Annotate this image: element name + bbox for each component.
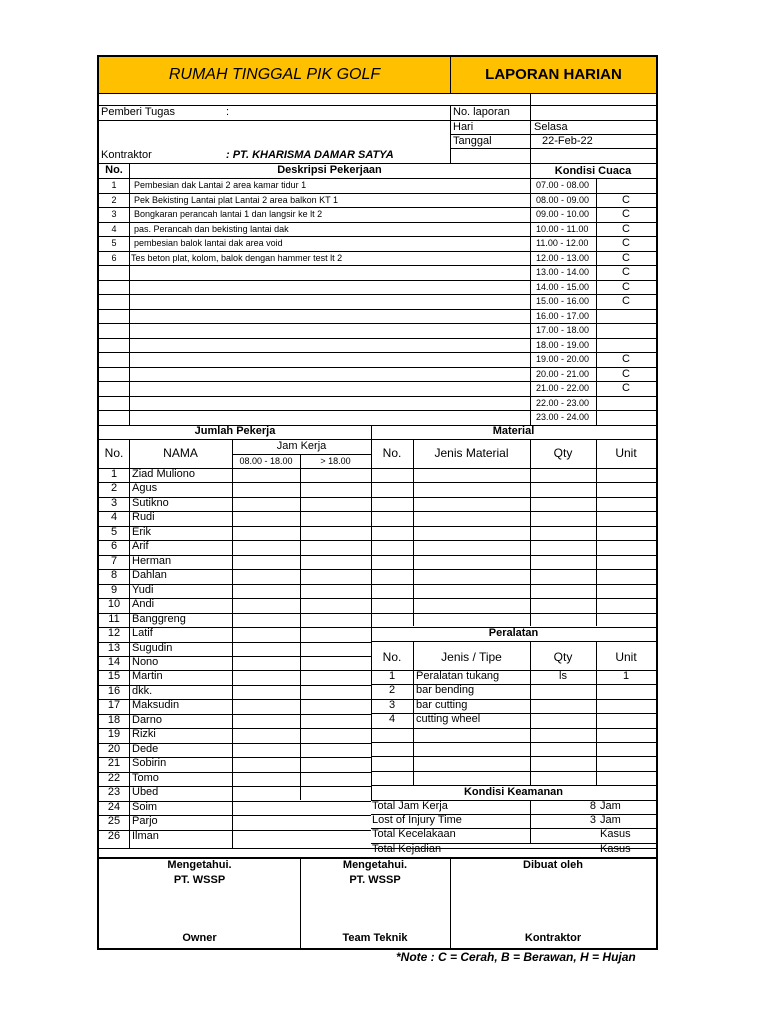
keamanan-value: 8 [589,800,596,812]
worker-no: 2 [110,482,118,494]
weather-code: C [622,281,630,293]
worker-no: 22 [107,772,121,784]
weather-code: C [622,295,630,307]
worker-name: Sobirin [132,757,167,769]
peralatan-row-line [371,728,656,729]
peralatan-qty-header: Qty [553,650,573,664]
worker-no: 25 [107,815,121,827]
worker-no: 14 [107,656,121,668]
signature-title: Dibuat oleh [523,859,583,871]
peralatan-no: 1 [388,670,396,682]
worker-no: 21 [107,757,121,769]
peralatan-row-line [371,713,656,714]
weather-time: 19.00 - 20.00 [536,354,590,364]
worker-name: Dede [132,743,159,755]
worker-no: 7 [110,555,118,567]
keamanan-label: Lost of Injury Time [372,814,462,826]
weather-time: 16.00 - 17.00 [536,311,590,321]
worker-no: 23 [107,786,121,798]
legend-note: *Note : C = Cerah, B = Berawan, H = Hujan [396,950,636,964]
worker-no: 6 [110,540,118,552]
worker-name: dkk. [132,685,153,697]
weather-code: C [622,266,630,278]
peralatan-no: 4 [388,713,396,725]
weather-time: 23.00 - 24.00 [536,412,590,422]
signature-org: PT. WSSP [349,874,401,886]
worker-name: Sutikno [132,497,169,509]
tanggal-label: Tanggal [453,135,492,147]
worker-name: Sugudin [132,642,173,654]
worker-name: Ubed [132,786,159,798]
material-jenis-header: Jenis Material [434,446,509,460]
peralatan-name: cutting wheel [416,713,481,725]
tanggal-value: 22-Feb-22 [542,135,593,147]
peralatan-row-line [371,684,656,685]
peralatan-row-line [371,756,656,757]
keamanan-title: Kondisi Keamanan [463,786,564,798]
peralatan-qty: ls [559,670,567,682]
signature-role: Owner [182,932,217,944]
work-item-no: 6 [111,253,117,263]
worker-no: 1 [110,468,118,480]
worker-name: Dahlan [132,569,167,581]
work-item-desc: Tes beton plat, kolom, balok dengan hammer test lt 2 [131,253,343,263]
weather-code: C [622,208,630,220]
pemberi-tugas-colon: : [226,106,230,118]
peralatan-name: bar cutting [416,699,468,711]
work-item-no: 2 [111,195,117,205]
weather-time: 14.00 - 15.00 [536,282,590,292]
worker-no: 15 [107,670,121,682]
worker-no: 4 [110,511,118,523]
keamanan-label: Total Kejadian [372,843,442,855]
worker-no: 13 [107,642,121,654]
peralatan-row-line [371,742,656,743]
weather-code: C [622,382,630,394]
jam1-header: 08.00 - 18.00 [239,456,293,466]
work-item-desc: pas. Perancah dan bekisting lantai dak [134,224,289,234]
work-desc-header: Deskripsi Pekerjaan [277,164,382,176]
worker-no: 19 [107,728,121,740]
worker-name: Andi [132,598,155,610]
weather-code: C [622,194,630,206]
peralatan-unit-header: Unit [615,650,637,664]
keamanan-unit: Jam [600,800,621,812]
jam-kerja-header: Jam Kerja [276,440,327,452]
work-item-desc: Pembesian dak Lantai 2 area kamar tidur 1 [134,180,307,190]
work-item-no: 1 [111,180,117,190]
weather-time: 12.00 - 13.00 [536,253,590,263]
worker-name: Agus [132,482,158,494]
weather-time: 20.00 - 21.00 [536,369,590,379]
weather-time: 22.00 - 23.00 [536,398,590,408]
weather-time: 17.00 - 18.00 [536,325,590,335]
worker-name: Erik [132,526,151,538]
weather-code: C [622,252,630,264]
worker-name: Maksudin [132,699,180,711]
worker-name: Ilman [132,830,159,842]
keamanan-label: Total Jam Kerja [372,800,448,812]
weather-time: 13.00 - 14.00 [536,267,590,277]
peralatan-title: Peralatan [488,627,539,639]
worker-name: Martin [132,670,163,682]
weather-time: 18.00 - 19.00 [536,340,590,350]
material-title: Material [492,425,535,437]
kontraktor-label: Kontraktor [101,149,152,161]
work-item-no: 4 [111,224,117,234]
worker-name: Tomo [132,772,159,784]
workers-name-header: NAMA [163,446,198,460]
worker-no: 24 [107,801,121,813]
work-no-header: No. [105,164,123,176]
worker-no: 8 [110,569,118,581]
peralatan-no: 3 [388,699,396,711]
worker-name: Arif [132,540,149,552]
worker-name: Rizki [132,728,156,740]
worker-name: Darno [132,714,162,726]
workers-no-header: No. [104,446,124,460]
worker-name: Rudi [132,511,155,523]
worker-name: Yudi [132,584,154,596]
worker-name: Latif [132,627,153,639]
peralatan-no-header: No. [382,650,402,664]
pemberi-tugas-label: Pemberi Tugas [101,106,175,118]
weather-time: 10.00 - 11.00 [536,224,589,234]
no-laporan-label: No. laporan [453,106,510,118]
signature-role: Team Teknik [342,932,408,944]
peralatan-row-line [371,771,656,772]
weather-code: C [622,353,630,365]
weather-time: 15.00 - 16.00 [536,296,590,306]
peralatan-jenis-header: Jenis / Tipe [441,650,502,664]
signature-role: Kontraktor [524,932,582,944]
worker-no: 18 [107,714,121,726]
kontraktor-value: : PT. KHARISMA DAMAR SATYA [226,149,394,161]
hari-value: Selasa [534,121,568,133]
worker-no: 3 [110,497,118,509]
report-title: LAPORAN HARIAN [485,66,622,83]
worker-no: 26 [107,830,121,842]
weather-header: Kondisi Cuaca [554,165,632,177]
weather-time: 21.00 - 22.00 [536,383,590,393]
worker-no: 11 [108,613,120,625]
material-unit-header: Unit [615,446,637,460]
weather-code: C [622,223,630,235]
hari-label: Hari [453,121,474,133]
material-qty-header: Qty [553,446,573,460]
worker-no: 12 [107,627,121,639]
worker-name: Banggreng [132,613,186,625]
weather-code: C [622,368,630,380]
work-item-no: 5 [111,238,117,248]
workers-title: Jumlah Pekerja [194,425,276,437]
weather-time: 09.00 - 10.00 [536,209,590,219]
weather-time: 07.00 - 08.00 [536,180,590,190]
worker-name: Parjo [132,815,158,827]
worker-no: 16 [107,685,121,697]
weather-code: C [622,237,630,249]
project-title: RUMAH TINGGAL PIK GOLF [168,66,381,83]
jam2-header: > 18.00 [320,456,351,466]
worker-no: 17 [107,699,121,711]
signature-title: Mengetahui. [342,859,408,871]
peralatan-row-line [371,699,656,700]
work-item-no: 3 [111,209,117,219]
worker-no: 5 [110,526,118,538]
weather-time: 11.00 - 12.00 [536,238,589,248]
weather-time: 08.00 - 09.00 [536,195,590,205]
keamanan-unit: Kasus [600,843,631,855]
peralatan-no: 2 [388,684,396,696]
work-item-desc: pembesian balok lantai dak area void [134,238,283,248]
signature-org: PT. WSSP [173,874,226,886]
keamanan-unit: Jam [600,814,621,826]
worker-name: Nono [132,656,159,668]
material-no-header: No. [382,446,402,460]
worker-name: Herman [132,555,172,567]
worker-name: Soim [132,801,158,813]
worker-no: 9 [110,584,118,596]
peralatan-name: bar bending [416,684,475,696]
worker-no: 10 [107,598,121,610]
work-item-desc: Bongkaran perancah lantai 1 dan langsir ke lt 2 [134,209,323,219]
keamanan-value: 3 [589,814,596,826]
worker-no: 20 [107,743,121,755]
peralatan-unit: 1 [622,670,630,682]
keamanan-unit: Kasus [600,828,631,840]
worker-name: Ziad Muliono [132,468,195,480]
peralatan-name: Peralatan tukang [416,670,500,682]
work-item-desc: Pek Bekisting Lantai plat Lantai 2 area balkon KT 1 [134,195,338,205]
keamanan-label: Total Kecelakaan [372,828,456,840]
signature-title: Mengetahui. [167,859,232,871]
